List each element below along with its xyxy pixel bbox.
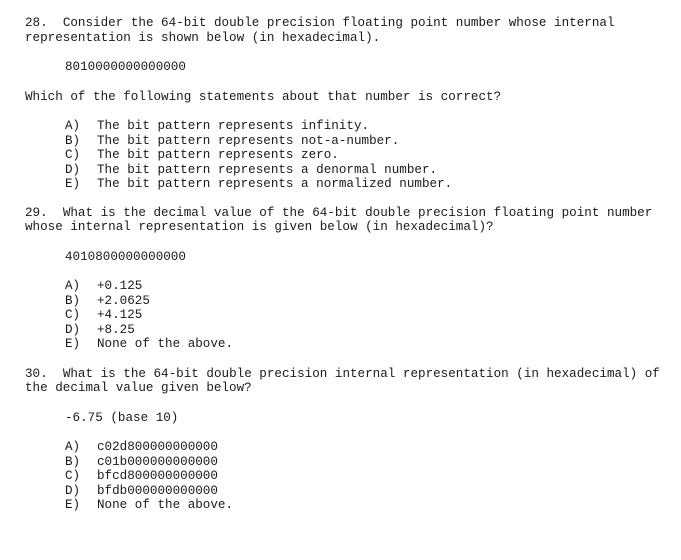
option-letter: B) <box>65 293 81 308</box>
question-28-option-c[interactable] <box>65 148 665 163</box>
question-29-option-b[interactable] <box>65 294 665 309</box>
option-text: bfdb000000000000 <box>97 483 218 498</box>
option-letter: C) <box>65 308 81 322</box>
question-29-option-c[interactable] <box>65 308 665 323</box>
option-letter: E) <box>65 498 81 512</box>
option-text: None of the above. <box>97 337 234 351</box>
question-30-decimal-value: -6.75 (base 10) <box>65 410 179 425</box>
option-text: The bit pattern represents zero. <box>97 148 339 162</box>
option-text: The bit pattern represents infinity. <box>97 119 370 133</box>
option-text: +0.125 <box>97 279 143 293</box>
option-letter: B) <box>65 454 81 469</box>
option-text: c01b000000000000 <box>97 454 218 469</box>
option-letter: A) <box>65 440 81 454</box>
question-30-options <box>65 440 665 513</box>
option-text: c02d800000000000 <box>97 440 218 454</box>
question-28-option-b[interactable] <box>65 134 665 149</box>
option-letter: E) <box>65 337 81 351</box>
question-30-body: What is the 64-bit double precision internal representation (in hexadecimal) of the decimal value given below? <box>25 366 668 395</box>
question-28-number: 28. <box>25 16 48 30</box>
option-letter: D) <box>65 483 81 498</box>
question-28-option-e[interactable] <box>65 177 665 192</box>
option-letter: E) <box>65 177 81 191</box>
question-29-number: 29. <box>25 205 48 220</box>
question-29-option-e[interactable] <box>65 337 665 352</box>
question-29 <box>25 206 665 352</box>
question-28-text <box>25 16 665 45</box>
option-letter: C) <box>65 469 81 483</box>
option-text: bfcd800000000000 <box>97 469 218 483</box>
question-29-options <box>65 279 665 352</box>
option-text: +8.25 <box>97 322 135 337</box>
option-letter: A) <box>65 279 81 293</box>
question-28-options <box>65 119 665 192</box>
question-30-option-d[interactable] <box>65 484 665 499</box>
option-text: +2.0625 <box>97 293 150 308</box>
question-30-option-c[interactable] <box>65 469 665 484</box>
option-text: +4.125 <box>97 308 143 322</box>
question-30-number: 30. <box>25 366 48 381</box>
option-letter: C) <box>65 148 81 162</box>
question-28-option-a[interactable] <box>65 119 665 134</box>
question-29-text <box>25 206 665 235</box>
question-29-option-d[interactable] <box>65 323 665 338</box>
question-29-option-a[interactable] <box>65 279 665 294</box>
question-28 <box>25 16 665 192</box>
option-letter: D) <box>65 162 81 177</box>
option-letter: B) <box>65 133 81 148</box>
option-text: None of the above. <box>97 498 234 512</box>
question-28-prompt: Which of the following statements about that number is correct? <box>25 89 502 104</box>
option-letter: D) <box>65 322 81 337</box>
question-28-hex-value: 8010000000000000 <box>65 60 186 74</box>
question-30-option-e[interactable] <box>65 498 665 513</box>
question-28-option-d[interactable] <box>65 163 665 178</box>
question-30-option-a[interactable] <box>65 440 665 455</box>
question-29-hex-value: 4010800000000000 <box>65 249 186 264</box>
option-text: The bit pattern represents a denormal number. <box>97 162 438 177</box>
option-letter: A) <box>65 119 81 133</box>
question-30-text <box>25 366 668 396</box>
option-text: The bit pattern represents not-a-number. <box>97 133 400 148</box>
question-28-body: Consider the 64-bit double precision floating point number whose internal representation is shown below (in hexadecimal). <box>25 16 623 45</box>
question-30 <box>25 366 668 513</box>
question-30-option-b[interactable] <box>65 455 665 470</box>
option-text: The bit pattern represents a normalized number. <box>97 177 453 191</box>
question-29-body: What is the decimal value of the 64-bit double precision floating point number whose internal representation is given below (in hexadecimal)? <box>25 205 660 234</box>
exam-page <box>25 16 668 513</box>
